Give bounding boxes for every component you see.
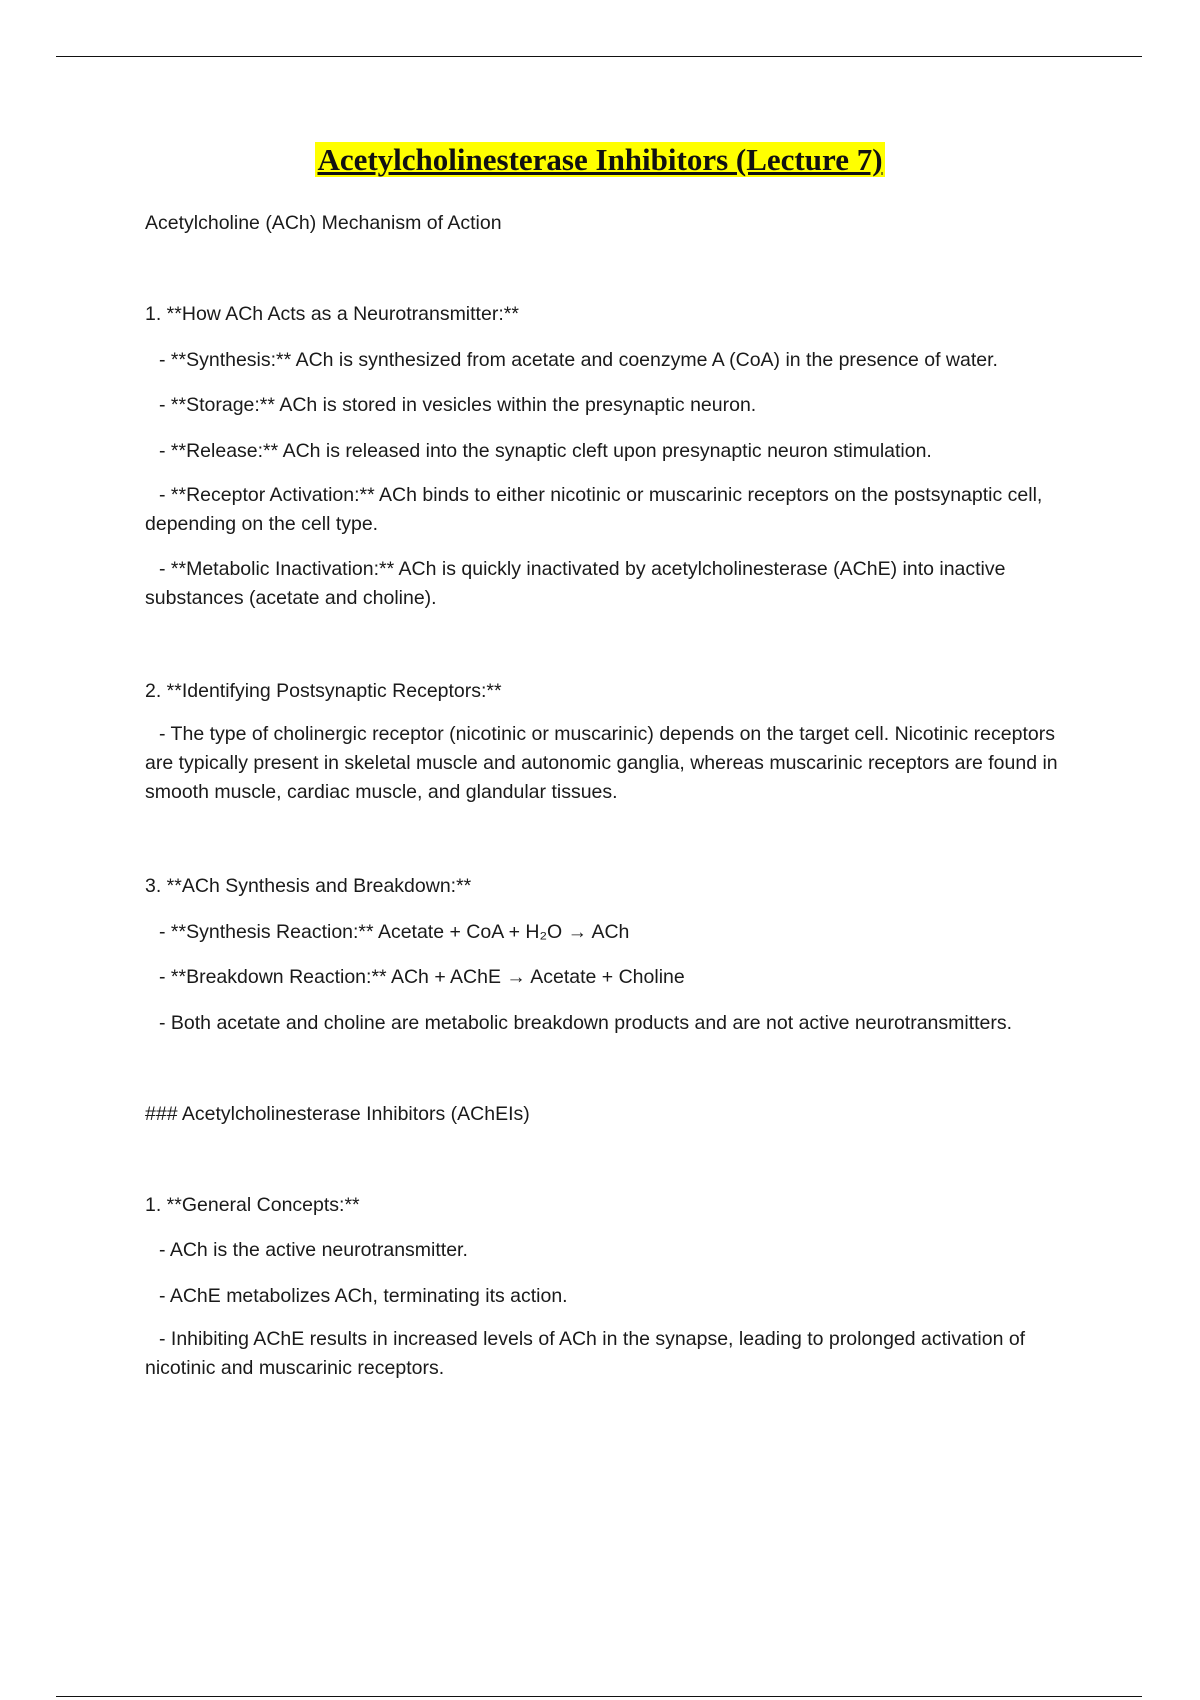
- section1-storage: - **Storage:** ACh is stored in vesicles within the presynaptic neuron.: [159, 394, 757, 416]
- document-subtitle: Acetylcholine (ACh) Mechanism of Action: [145, 212, 502, 234]
- section2-heading: 2. **Identifying Postsynaptic Receptors:**: [145, 680, 502, 702]
- document-title: Acetylcholinesterase Inhibitors (Lecture 7): [317, 142, 883, 177]
- section1-receptor-activation: [145, 481, 1080, 539]
- section1-release: - **Release:** ACh is released into the synaptic cleft upon presynaptic neuron stimulation.: [159, 440, 932, 462]
- top-rule: [56, 56, 1142, 57]
- section4-heading: 1. **General Concepts:**: [145, 1194, 360, 1216]
- bottom-rule: [56, 1696, 1142, 1697]
- inhibitors-heading: ### Acetylcholinesterase Inhibitors (AChEIs): [145, 1103, 530, 1125]
- section4-item2: - AChE metabolizes ACh, terminating its action.: [159, 1285, 568, 1307]
- section4-item1: - ACh is the active neurotransmitter.: [159, 1239, 468, 1261]
- section1-synthesis: - **Synthesis:** ACh is synthesized from acetate and coenzyme A (CoA) in the presence of water.: [159, 349, 998, 371]
- section2-body-text: - The type of cholinergic receptor (nicotinic or muscarinic) depends on the target cell. Nicotinic receptors are typically present in skeletal muscle and autonomic ganglia, whereas muscarinic receptors are found in smooth muscle, cardiac muscle, and glandular tissues.: [145, 723, 1058, 803]
- section4-item3-text: - Inhibiting AChE results in increased levels of ACh in the synapse, leading to prolonged activation of nicotinic and muscarinic receptors.: [145, 1328, 1026, 1379]
- section4-item3: [145, 1325, 1080, 1383]
- section3-breakdown-reaction: - **Breakdown Reaction:** ACh + AChE → Acetate + Choline: [159, 966, 685, 988]
- title-container: [0, 142, 1200, 178]
- section3-heading: 3. **ACh Synthesis and Breakdown:**: [145, 875, 472, 897]
- receptor-activation-text: - **Receptor Activation:** ACh binds to either nicotinic or muscarinic receptors on the postsynaptic cell, depending on the cell type.: [145, 484, 1043, 535]
- metabolic-inactivation-text: - **Metabolic Inactivation:** ACh is quickly inactivated by acetylcholinesterase (AChE) into inactive substances (acetate and choline).: [145, 558, 1006, 609]
- section3-synthesis-reaction: - **Synthesis Reaction:** Acetate + CoA + H₂O → ACh: [159, 921, 630, 943]
- section3-products-note: - Both acetate and choline are metabolic breakdown products and are not active neurotransmitters.: [159, 1012, 1013, 1034]
- section1-metabolic-inactivation: [145, 555, 1080, 613]
- section2-body: [145, 720, 1080, 807]
- section1-heading: 1. **How ACh Acts as a Neurotransmitter:**: [145, 303, 519, 325]
